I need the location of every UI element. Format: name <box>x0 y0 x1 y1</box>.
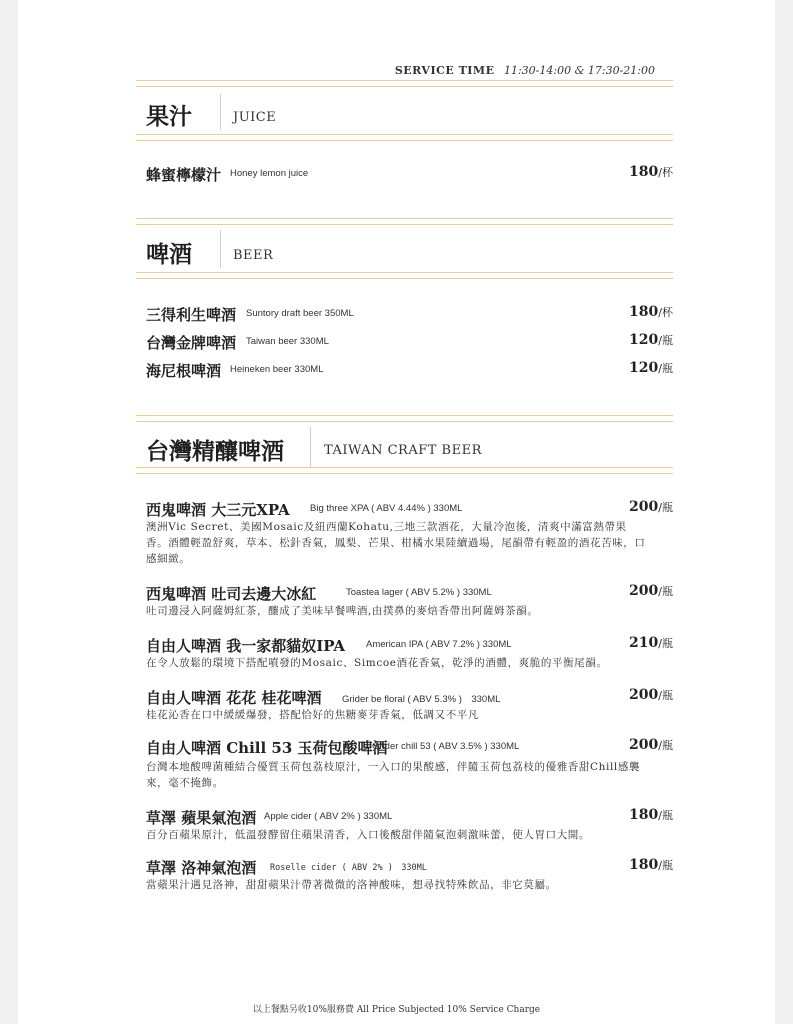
item-description: 當蘋果汁遇見洛神，甜甜蘋果汁帶著微微的洛神酸味，想尋找特殊飲品，非它莫屬。 <box>146 879 557 891</box>
item-name-zh: 台灣金牌啤酒 <box>146 334 237 352</box>
section-title-zh: 台灣精釀啤酒 <box>146 438 284 465</box>
section-divider <box>136 415 673 422</box>
menu-item <box>146 304 673 326</box>
price-value: 180 <box>629 807 659 823</box>
menu-page <box>18 0 775 1024</box>
price-value: 200 <box>629 737 659 753</box>
item-name-zh: 草澤 洛神氣泡酒 <box>146 859 257 877</box>
item-price <box>629 583 673 599</box>
menu-item <box>146 332 673 354</box>
price-value: 120 <box>629 360 659 376</box>
section-title-en: BEER <box>233 248 274 263</box>
item-price <box>629 857 673 873</box>
item-name-zh: 自由人啤酒 Chill 53 玉荷包酸啤酒 <box>146 739 388 757</box>
item-price <box>629 360 673 376</box>
section-title-en: TAIWAN CRAFT BEER <box>324 443 482 458</box>
item-name-zh: 三得利生啤酒 <box>146 306 237 324</box>
section-divider <box>136 80 673 87</box>
price-value: 180 <box>629 857 659 873</box>
section-title-zh: 啤酒 <box>146 241 192 268</box>
section-divider <box>136 134 673 141</box>
price-unit: /瓶 <box>658 739 673 752</box>
price-value: 210 <box>629 635 659 651</box>
item-name-en: Heineken beer 330ML <box>230 364 324 375</box>
menu-item <box>146 164 673 186</box>
item-name-zh: 草澤 蘋果氣泡酒 <box>146 809 257 827</box>
menu-item <box>146 737 673 759</box>
item-name-zh: 自由人啤酒 花花 桂花啤酒 <box>146 689 322 707</box>
item-price <box>629 635 673 651</box>
price-unit: /瓶 <box>658 637 673 650</box>
price-value: 120 <box>629 332 659 348</box>
service-charge-note: 以上餐點另收10%服務費 All Price Subjected 10% Service Charge <box>252 1005 541 1015</box>
item-price <box>629 304 673 320</box>
service-time-hours: 11:30-14:00 & 17:30-21:00 <box>503 64 655 77</box>
item-price <box>629 687 673 703</box>
price-unit: /瓶 <box>658 809 673 822</box>
item-name-en: Honey lemon juice <box>230 168 309 179</box>
service-time <box>395 64 655 77</box>
item-description: 台灣本地酸啤菌種結合優質玉荷包荔枝原汁，一入口的果酸感，伴隨玉荷包荔枝的優雅香甜Chill感襲來，毫不掩飾。 <box>146 761 641 789</box>
price-unit: /瓶 <box>658 362 673 375</box>
price-value: 180 <box>629 304 659 320</box>
price-unit: /瓶 <box>658 585 673 598</box>
price-unit: /瓶 <box>658 859 673 872</box>
item-name-zh: 自由人啤酒 我一家都貓奴IPA <box>146 637 346 655</box>
price-unit: /瓶 <box>658 689 673 702</box>
item-name-en: American IPA ( ABV 7.2% ) 330ML <box>366 639 512 650</box>
item-price <box>629 737 673 753</box>
menu-item <box>146 583 673 605</box>
price-unit: /瓶 <box>658 501 673 514</box>
item-description: 澳洲Vic Secret、美國Mosaic及紐西蘭Kohatu,三地三款酒花，大量冷泡後，清爽中滿富熱帶果香。酒體輕盈舒爽，草本、松針香氣，鳳梨、芒果、柑橘水果陸續過場，尾韻帶有輕盈的酒花苦味，口感細緻。 <box>146 521 646 565</box>
item-price <box>629 499 673 515</box>
price-value: 180 <box>629 164 659 180</box>
item-description: 百分百蘋果原汁，低溫發酵留住蘋果清香，入口後酸甜伴隨氣泡刺激味蕾，使人胃口大開。 <box>146 829 590 841</box>
price-unit: /杯 <box>658 306 673 319</box>
menu-item <box>146 635 673 657</box>
section-title-zh: 果汁 <box>146 103 192 130</box>
service-time-label: SERVICE TIME <box>394 64 495 77</box>
price-unit: /瓶 <box>658 334 673 347</box>
section-divider <box>136 272 673 279</box>
item-description: 在令人放鬆的環境下搭配噴發的Mosaic、Simcoe酒花香氣，乾淨的酒體，爽脆的平衡尾韻。 <box>146 657 608 669</box>
item-description: 桂花沁香在口中緩緩爆發，搭配恰好的焦糖麥芽香氣，低調又不平凡 <box>146 709 479 721</box>
item-name-en: Suntory draft beer 350ML <box>246 308 354 319</box>
item-name-en: Grider be floral ( ABV 5.3% ) 330ML <box>342 694 501 705</box>
price-value: 200 <box>629 687 659 703</box>
menu-item <box>146 499 673 521</box>
item-name-zh: 西鬼啤酒 吐司去邊大冰紅 <box>146 585 317 603</box>
item-name-en: Big three XPA ( ABV 4.44% ) 330ML <box>310 503 463 514</box>
item-name-en: Toastea lager ( ABV 5.2% ) 330ML <box>346 587 492 598</box>
price-value: 200 <box>629 499 659 515</box>
item-price <box>629 332 673 348</box>
section-divider <box>136 218 673 225</box>
section-title-en: JUICE <box>233 110 277 125</box>
menu-item <box>146 687 673 709</box>
title-separator <box>220 230 221 268</box>
item-name-en: Apple cider ( ABV 2% ) 330ML <box>264 811 393 822</box>
item-name-zh: 西鬼啤酒 大三元XPA <box>146 501 290 519</box>
menu-item <box>146 807 673 829</box>
item-price <box>629 164 673 180</box>
item-name-zh: 蜂蜜檸檬汁 <box>146 166 222 184</box>
item-name-en: Roselle cider ( ABV 2% ) 330ML <box>270 863 427 873</box>
item-name-en: Taiwan beer 330ML <box>246 336 329 347</box>
item-name-en: Grider chill 53 ( ABV 3.5% ) 330ML <box>372 741 520 752</box>
price-unit: /杯 <box>658 166 673 179</box>
title-separator <box>220 94 221 130</box>
item-name-zh: 海尼根啤酒 <box>146 362 222 380</box>
menu-item <box>146 360 673 382</box>
price-value: 200 <box>629 583 659 599</box>
section-divider <box>136 467 673 474</box>
title-separator <box>310 427 311 467</box>
menu-item <box>146 857 673 879</box>
item-description: 吐司邊浸入阿薩姆紅茶，釀成了美味早餐啤酒,由撲鼻的麥焙香帶出阿薩姆茶韻。 <box>146 605 539 617</box>
item-price <box>629 807 673 823</box>
